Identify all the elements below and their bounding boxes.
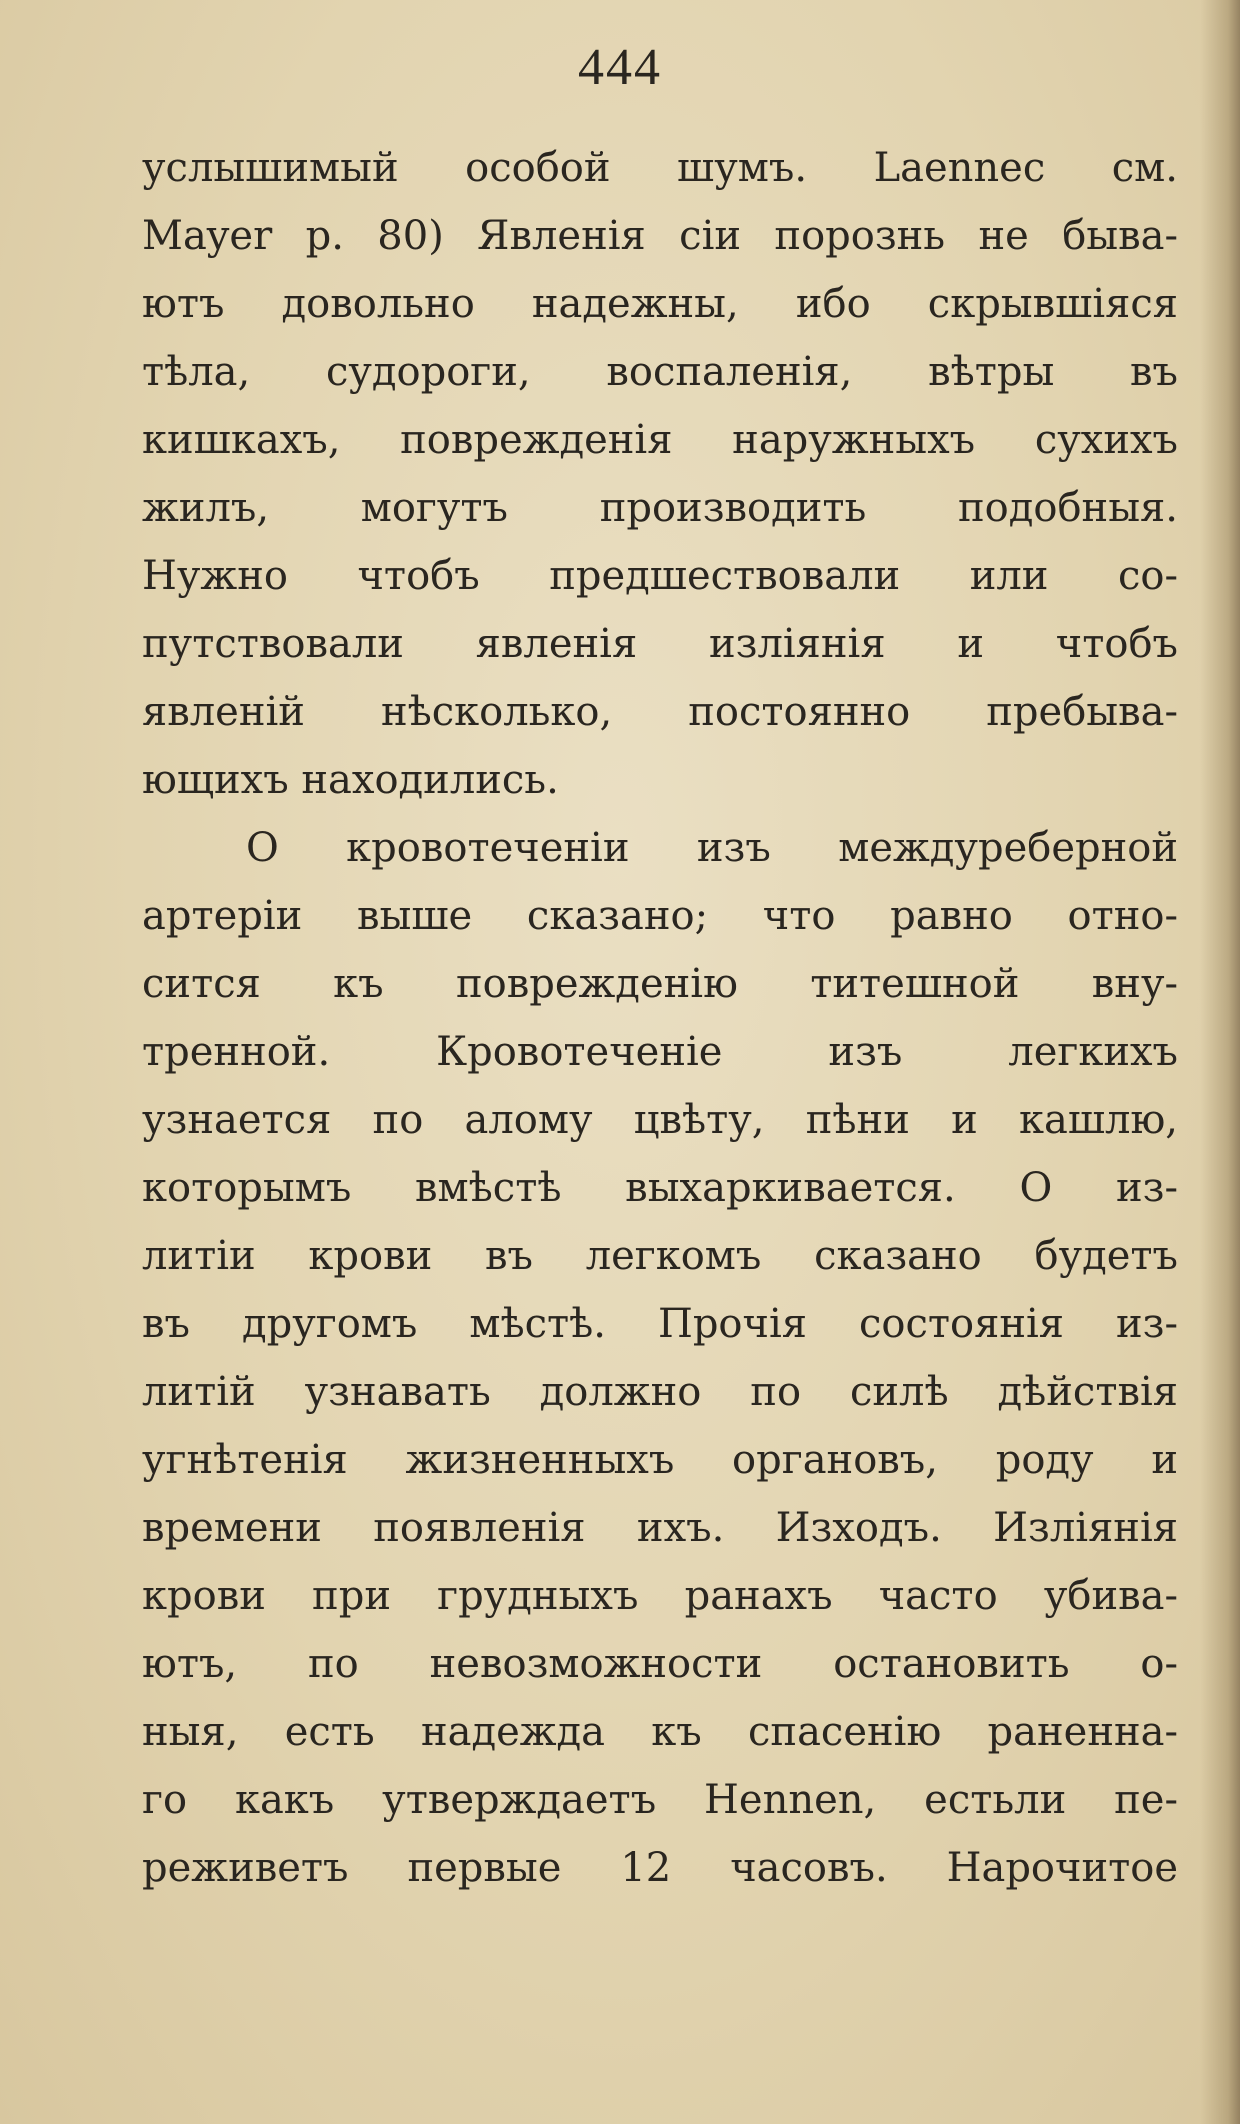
text-line: въ другомъ мѣстѣ. Прочія состоянія из- — [142, 1301, 1178, 1347]
text-line: реживетъ первые 12 часовъ. Нарочитое — [142, 1845, 1178, 1891]
text-line: ющихъ находились. — [142, 757, 559, 803]
text-line: путствовали явленія изліянія и чтобъ — [142, 621, 1178, 667]
text-line: литій узнавать должно по силѣ дѣйствія — [142, 1369, 1178, 1415]
text-line: времени появленія ихъ. Изходъ. Изліянія — [142, 1505, 1178, 1551]
page-number: 444 — [578, 39, 662, 96]
text-line: услышимый особой шумъ. Laennec см. — [142, 145, 1178, 191]
text-line: сится къ поврежденію титешной вну- — [142, 961, 1178, 1007]
text-line: тренной. Кровотеченіе изъ легкихъ — [142, 1029, 1178, 1075]
text-line: тѣла, судороги, воспаленія, вѣтры въ — [142, 349, 1178, 395]
text-line: ютъ, по невозможности остановить о- — [142, 1641, 1178, 1687]
text-line: го какъ утверждаетъ Hennen, естьли пе- — [142, 1777, 1178, 1823]
text-line: кишкахъ, поврежденія наружныхъ сухихъ — [142, 417, 1178, 463]
text-line: литіи крови въ легкомъ сказано будетъ — [142, 1233, 1178, 1279]
text-line: жилъ, могутъ производить подобныя. — [142, 485, 1178, 531]
text-line: ютъ довольно надежны, ибо скрывшіяся — [142, 281, 1178, 327]
text-line: Mayer p. 80) Явленія сіи порознь не быва- — [142, 213, 1178, 259]
text-line: О кровотеченіи изъ междуреберной — [246, 825, 1178, 871]
text-line: ныя, есть надежда къ спасенію раненна- — [142, 1709, 1178, 1755]
text-line: крови при грудныхъ ранахъ часто убива- — [142, 1573, 1178, 1619]
page-edge-shadow — [1200, 0, 1240, 2124]
text-line: узнается по алому цвѣту, пѣни и кашлю, — [142, 1097, 1178, 1143]
text-line: которымъ вмѣстѣ выхаркивается. О из- — [142, 1165, 1178, 1211]
text-line: артеріи выше сказано; что равно отно- — [142, 893, 1178, 939]
text-line: Нужно чтобъ предшествовали или со- — [142, 553, 1178, 599]
text-line: угнѣтенія жизненныхъ органовъ, роду и — [142, 1437, 1178, 1483]
text-line: явленій нѣсколько, постоянно пребыва- — [142, 689, 1178, 735]
body-text — [142, 134, 1178, 1902]
